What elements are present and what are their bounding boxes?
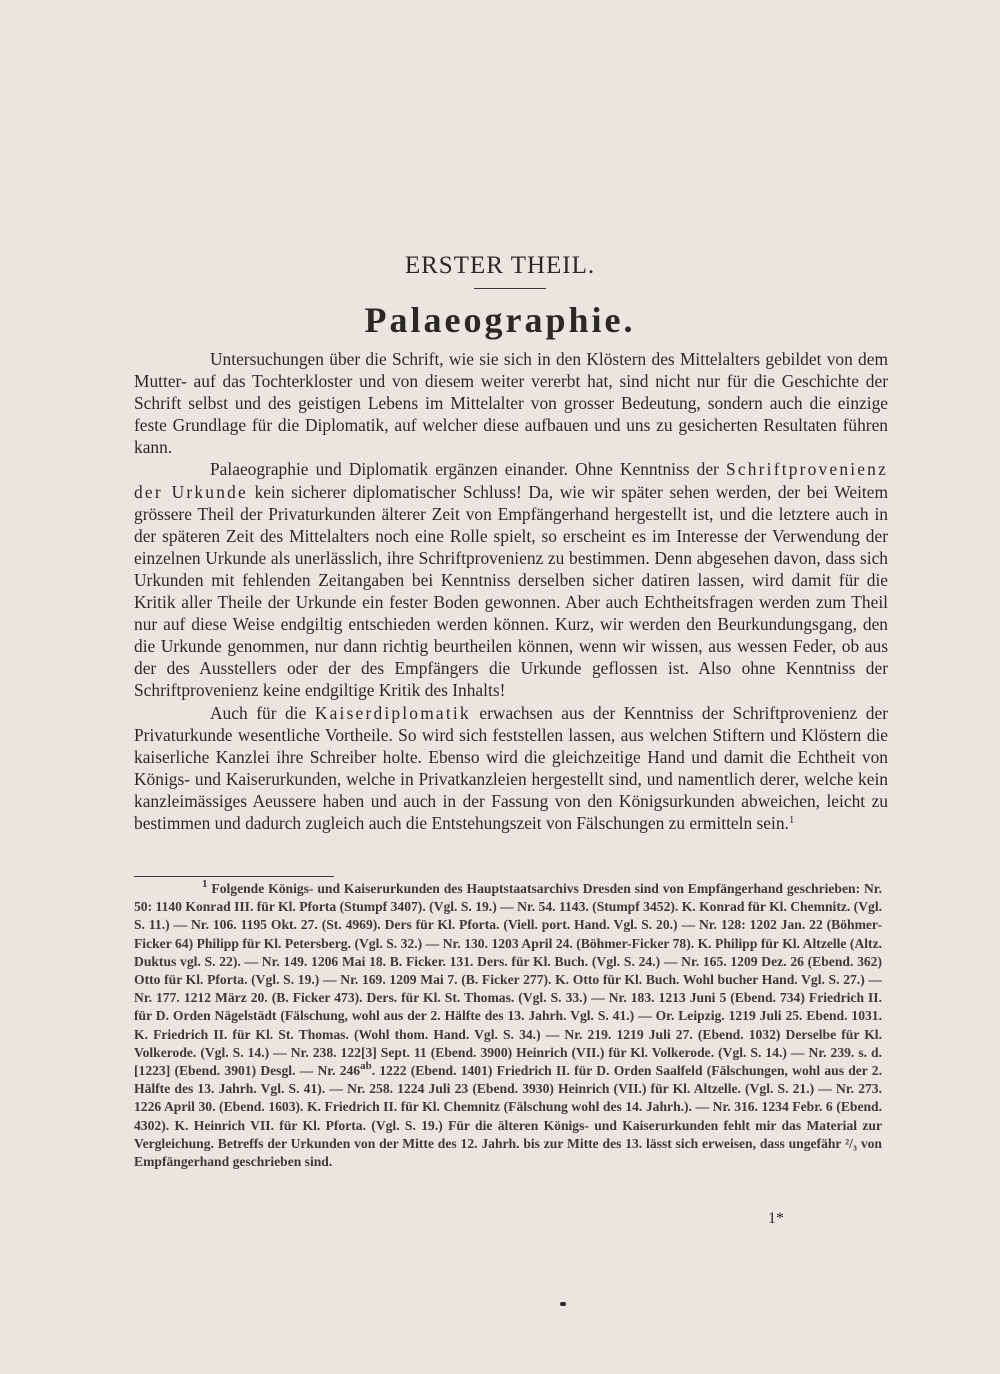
fraction: ²/₃ — [845, 1135, 857, 1151]
spaced-term: Kaiserdiplomatik — [314, 702, 471, 723]
paragraph-2: Palaeographie und Diplomatik ergänzen einander. Ohne Kenntniss der Schriftprovenienz der Urkunde kein sicherer diplomatischer Schluss! Da, wie wir später sehen werden, der bei Weitem grössere Theil der Privaturkunden älterer Zeit von Empfängerhand hergestellt ist, und die letztere auch in der späteren Zeit des Mittelalters noch eine Rolle spielt, so erscheint es im Interesse der Verwendung der einzelnen Urkunde als unerlässlich, ihre Schriftprovenienz zu bestimmen. Denn abgesehen davon, dass sich Urkunden mit fehlenden Zeitangaben bei Kenntniss derselben sicher datiren lassen, wird damit für die Kritik aller Theile der Urkunde ein fester Boden gewonnen. Aber auch Echtheitsfragen werden zum Theil nur auf diese Weise endgiltig entschieden werden können. Kurz, wir werden den Beurkundungsgang, den die Urkunde genommen, nur dann richtig beurtheilen können, wenn wir wissen, aus wessen Feder, ob aus der des Ausstellers oder der des Empfängers die Urkunde geflossen ist. Also ohne Kenntniss der Schriftprovenienz keine endgiltige Kritik des Inhalts! — [134, 459, 888, 701]
paragraph-3: Auch für die Kaiserdiplomatik erwachsen aus der Kenntniss der Schriftprovenienz der Privaturkunde wesentliche Vortheile. So wird sich feststellen lassen, aus welchen Stiftern und Klöstern die kaiserliche Kanzlei ihre Schreiber holte. Ebenso wird die gleichzeitige Hand und damit die Echtheit von Königs- und Kaiserurkunden, welche in Privatkanzleien hergestellt sind, und namentlich derer, welche kein kanzleimässiges Aeussere haben und auch in der Fassung von den Königsurkunden abweichen, leicht zu bestimmen und dadurch zugleich auch die Entstehungszeit von Fälschungen zu ermitteln sein.$^1$ — [134, 702, 889, 833]
chapter-title: Palaeographie. — [364, 300, 636, 340]
footnote-rule — [134, 876, 334, 877]
footnote: $^1$ Folgende Königs- und Kaiserurkunden des Hauptstaatsarchivs Dresden sind von Empfängerhand geschrieben: Nr. 50: 1140 Konrad III. für Kl. Pforta (Stumpf 3407). (Vgl. S. 19.) — Nr. 54. 1143. (Stumpf 3452). K. Konrad für Kl. Chemnitz. (Vgl. S. 11.) — Nr. 106. 1195 Okt. 27. (St. 4969). Ders für Kl. Pforta. (Viell. port. Hand. Vgl. S. 20.) — Nr. 128: 1202 Jan. 22 (Böhmer-Ficker 64) Philipp für Kl. Petersberg. (Vgl. S. 32.) — Nr. 130. 1203 April 24. (Böhmer-Ficker 78). K. Philipp für Kl. Altzelle (Altz. Duktus vgl. S. 22). — Nr. 149. 1206 Mai 18. B. Ficker. 131. Ders. für Kl. Buch. (Vgl. S. 24.) — Nr. 165. 1209 Dez. 26 (Ebend. 362) Otto für Kl. Pforta. (Vgl. S. 19.) — Nr. 169. 1209 Mai 7. (B. Ficker 277). K. Otto für Kl. Buch. Wohl bucher Hand. Vgl. S. 27.) — Nr. 177. 1212 März 20. (B. Ficker 473). Ders. für Kl. St. Thomas. (Vgl. S. 33.) — Nr. 183. 1213 Juni 5 (Ebend. 734) Friedrich II. für D. Orden Nägelstädt (Fälschung, wohl aus der 2. Hälfte des 13. Jahrh. Vgl. S. 41.) — Or. Leipzig. 1219 Juli 25. Ebend. 1031. K. Friedrich II. für Kl. St. Thomas. (Wohl thom. Hand. Vgl. S. 34.) — Nr. 219. 1219 Juli 27. (Ebend. 1032) Derselbe für Kl. Volkerode. (Vgl. S. 14.) — Nr. 238. 122[3] Sept. 11 (Ebend. 3900) Heinrich (VII.) für Kl. Volkerode. (Vgl. S. 14.) — Nr. 239. s. d. [1223] (Ebend. 3901) Desgl. — Nr. $246^{ab}$. 1222 (Ebend. 1401) Friedrich II. für D. Orden Saalfeld (Fälschungen, wohl aus der 2. Hälfte des 13. Jahrh. Vgl. S. 41). — Nr. 258. 1224 Juli 23 (Ebend. 3930) Heinrich (VII.) für Kl. Altzelle. (Vgl. S. 21.) — Nr. 273. 1226 April 30. (Ebend. 1603). K. Friedrich II. für Kl. Chemnitz (Fälschung wohl des 14. Jahrh.). — Nr. 316. 1234 Febr. 6 (Ebend. 4302). K. Heinrich VII. für Kl. Pforta. (Vgl. S. 19.) Für die älteren Königs- und Kaiserurkunden fehlt mir das Material zur Vergleichung. Betreffs der Urkunden von der Mitte des 12. Jahrh. bis zur Mitte des 13. lässt sich erweisen, dass ungefähr ²/₃ von Empfängerhand geschrieben sind. — [134, 878, 883, 1170]
footnote-mark: 1 — [202, 878, 208, 890]
footnote-ref: 1 — [788, 813, 795, 826]
ink-smudge — [560, 1302, 566, 1306]
part-heading: ERSTER THEIL. — [404, 252, 596, 279]
paragraph-1: Untersuchungen über die Schrift, wie sie sich in den Klöstern des Mittelalters gebildet von dem Mutter- auf das Tochterkloster und von diesem weiter vererbt hat, sind nicht nur für die Geschichte der Schrift selbst und des geistigen Lebens im Mittelalter von grosser Bedeutung, sondern auch die einzige feste Grundlage für die Diplomatik, auf welcher diese aufbauen und uns zu gesicherten Resultaten führen kann. — [134, 349, 888, 458]
body-text — [134, 348, 888, 834]
spaced-term: Schriftprovenienz der Urkunde — [134, 459, 888, 502]
signature-mark: 1* — [768, 1210, 784, 1227]
heading-rule — [474, 288, 546, 289]
